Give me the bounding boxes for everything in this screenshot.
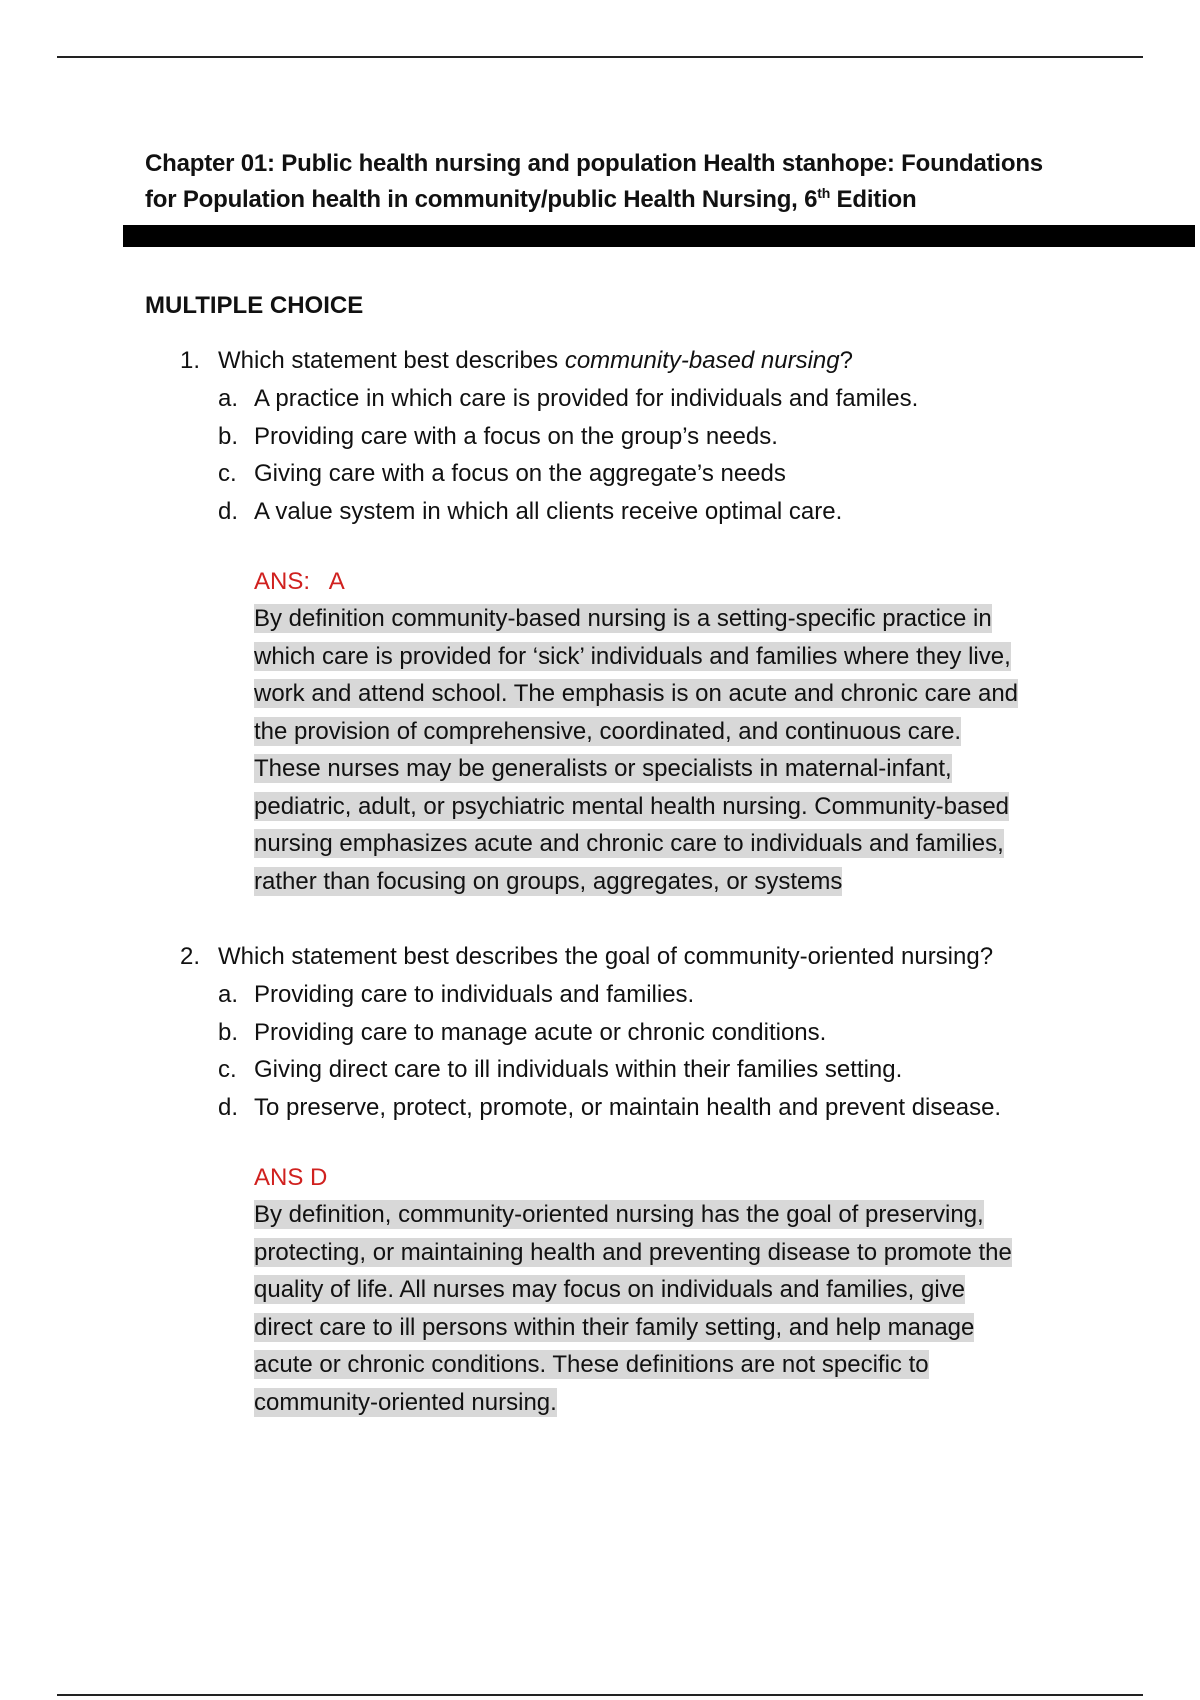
options-list — [218, 976, 1100, 1126]
rationale-line — [254, 1309, 1100, 1347]
title-underline-bar — [123, 225, 1195, 247]
answer-label: ANS D — [254, 1164, 328, 1191]
rationale-line — [254, 1234, 1100, 1272]
option-text: To preserve, protect, promote, or maintain health and prevent disease. — [254, 1093, 1002, 1121]
option-letter: b. — [218, 1018, 239, 1046]
rationale-text: acute or chronic conditions. These definitions are not specific to — [254, 1351, 929, 1378]
rationale-line — [254, 825, 1100, 863]
rationale-text: By definition community-based nursing is a setting-specific practice in — [254, 605, 992, 632]
option-text: A practice in which care is provided for individuals and familes. — [254, 385, 919, 412]
rationale-line — [254, 1196, 1100, 1234]
option-text: A value system in which all clients receive optimal care. — [254, 497, 843, 525]
rationale-line — [254, 788, 1100, 826]
rationale-text: pediatric, adult, or psychiatric mental health nursing. Community-based — [254, 792, 1010, 820]
rationale-line — [254, 863, 1100, 901]
question-number: 2. — [180, 943, 201, 970]
rationale-text: These nurses may be generalists or specialists in maternal-infant, — [254, 755, 952, 782]
rationale-text: rather than focusing on groups, aggregates, or systems — [254, 867, 843, 895]
rationale-line — [254, 750, 1100, 788]
rationale — [254, 1196, 1100, 1421]
option-letter: d. — [218, 497, 239, 525]
options-list — [218, 380, 1100, 530]
answer-block — [254, 1160, 1100, 1421]
option-b — [218, 1014, 1100, 1052]
rationale-text: direct care to ill persons within their family setting, and help manage — [254, 1313, 975, 1341]
question-text — [218, 342, 853, 380]
rationale-text: community-oriented nursing. — [254, 1388, 557, 1416]
option-d — [218, 1089, 1100, 1127]
rationale-line — [254, 638, 1100, 676]
answer-label: ANS: A — [254, 568, 345, 595]
question-stem — [180, 342, 1100, 380]
section-heading: MULTIPLE CHOICE — [145, 292, 364, 319]
rationale-line — [254, 1271, 1100, 1309]
option-c — [218, 455, 1100, 493]
question-text: Which statement best describes the goal of community-oriented nursing? — [218, 943, 994, 970]
rationale-text: work and attend school. The emphasis is on acute and chronic care and — [254, 680, 1019, 707]
bottom-rule — [57, 1694, 1143, 1696]
rationale — [254, 600, 1100, 900]
rationale-line — [254, 1346, 1100, 1384]
option-b — [218, 418, 1100, 456]
rationale-line — [254, 1384, 1100, 1422]
question-text-after: ? — [839, 347, 853, 374]
option-text: Providing care to individuals and families. — [254, 981, 695, 1008]
option-text: Providing care to manage acute or chronic conditions. — [254, 1018, 827, 1046]
option-letter: c. — [218, 1056, 237, 1083]
rationale-text: By definition, community-oriented nursing has the goal of preserving, — [254, 1201, 984, 1228]
top-rule — [57, 56, 1143, 58]
option-a — [218, 380, 1100, 418]
rationale-text: protecting, or maintaining health and preventing disease to promote the — [254, 1238, 1012, 1266]
option-letter: d. — [218, 1093, 239, 1121]
title-line-1: Chapter 01: Public health nursing and population Health stanhope: Foundations — [145, 150, 1043, 177]
option-letter: c. — [218, 460, 237, 487]
rationale-text: quality of life. All nurses may focus on individuals and families, give — [254, 1276, 966, 1303]
option-d — [218, 493, 1100, 531]
title-line-2-suffix: Edition — [830, 186, 917, 213]
question-number: 1. — [180, 347, 201, 374]
rationale-text: which care is provided for ‘sick’ individuals and families where they live, — [254, 642, 1011, 670]
rationale-line — [254, 600, 1100, 638]
title-line-2 — [145, 182, 1105, 218]
question-1 — [180, 342, 1100, 900]
title-line-2-prefix: for Population health in community/public Health Nursing, 6 — [145, 186, 818, 213]
option-letter: b. — [218, 422, 239, 450]
question-2 — [180, 938, 1100, 1421]
question-stem — [180, 938, 1100, 976]
option-letter: a. — [218, 981, 239, 1008]
option-letter: a. — [218, 385, 239, 412]
rationale-line — [254, 713, 1100, 751]
option-a — [218, 976, 1100, 1014]
option-text: Giving care with a focus on the aggregate’s needs — [254, 460, 786, 487]
chapter-title — [145, 146, 1105, 218]
answer-block — [254, 564, 1100, 900]
rationale-text: the provision of comprehensive, coordinated, and continuous care. — [254, 717, 962, 745]
question-text-italic: community-based nursing — [564, 347, 840, 374]
option-text: Giving direct care to ill individuals within their families setting. — [254, 1056, 903, 1083]
rationale-text: nursing emphasizes acute and chronic care to individuals and families, — [254, 830, 1004, 857]
title-superscript: th — [817, 185, 831, 201]
option-text: Providing care with a focus on the group’s needs. — [254, 422, 778, 450]
question-text-before: Which statement best describes — [218, 347, 565, 374]
rationale-line — [254, 675, 1100, 713]
option-c — [218, 1051, 1100, 1089]
